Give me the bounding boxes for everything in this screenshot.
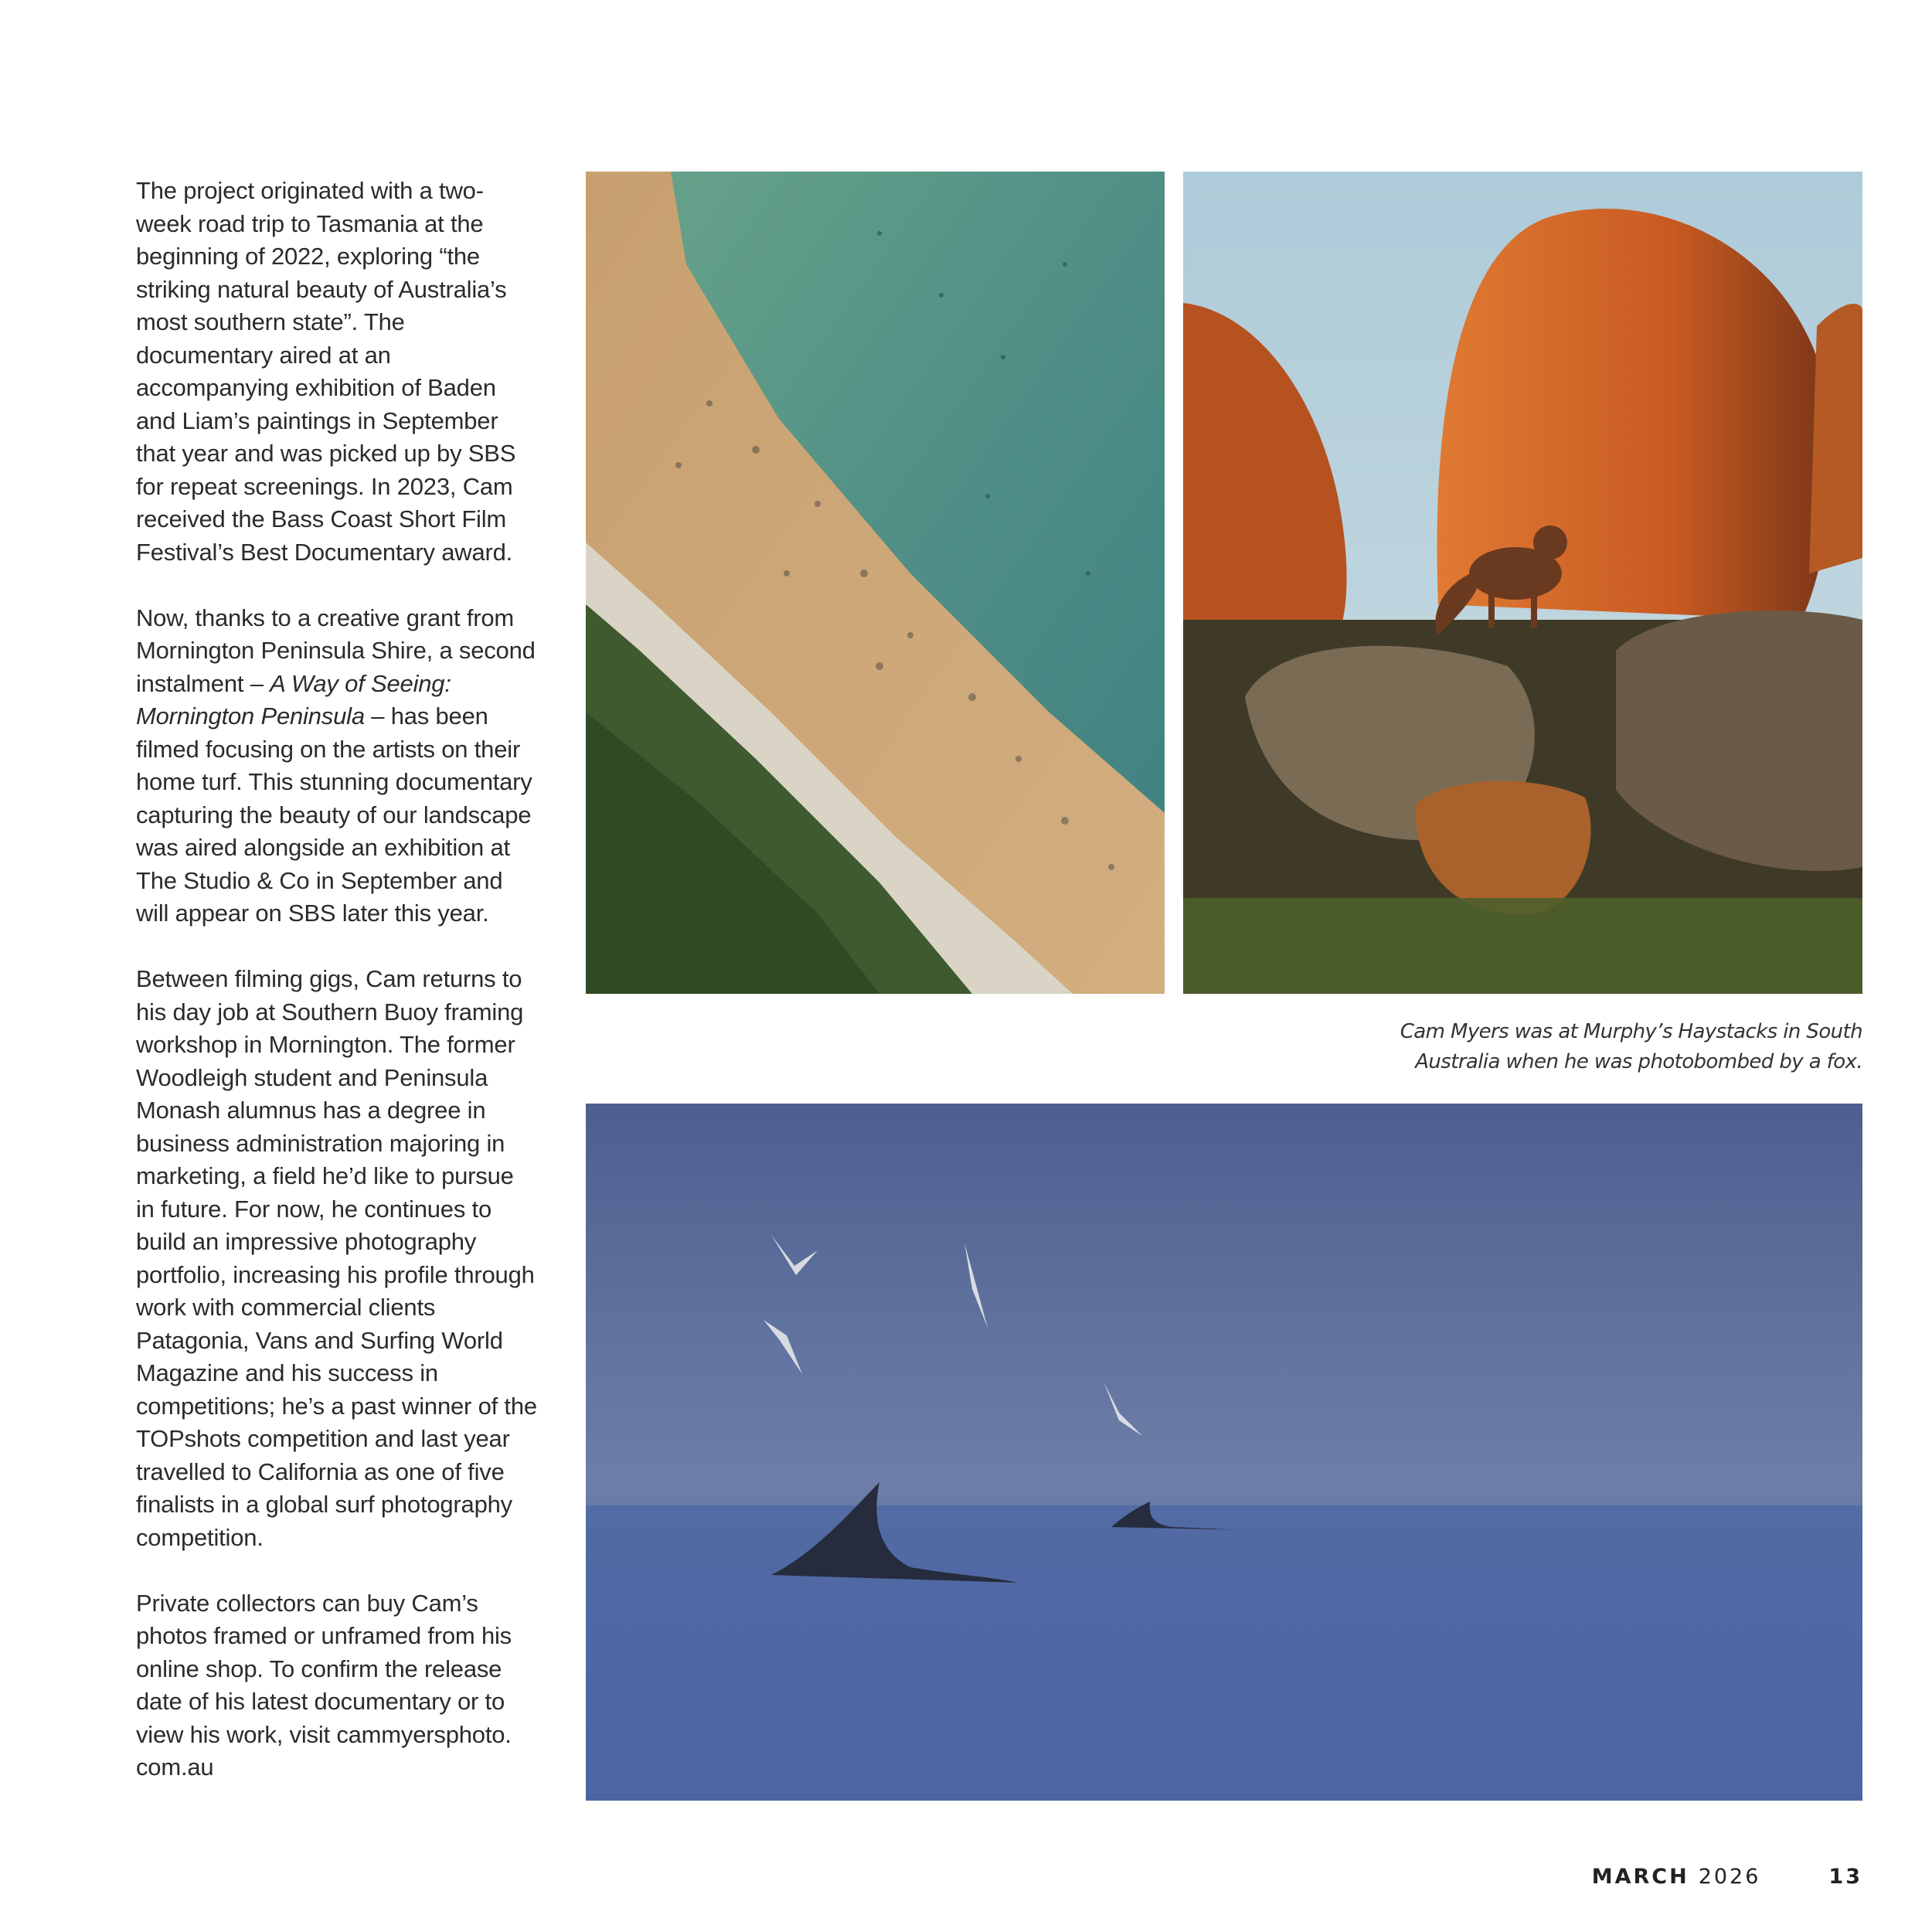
footer-month: MARCH	[1591, 1865, 1689, 1889]
dolphins-seagulls-image	[586, 1104, 1862, 1801]
paragraph-career: Between filming gigs, Cam returns to his day job at Southern Buoy framing workshop in Mornington. The former Woodleigh student and Peninsula Monash alumnus has a degree in business administration majoring in marketing, a field he’d like to pursue in future. For now, he continues to build an impressive photography portfolio, increasing his profile through work with commercial clients Patagonia, Vans and Surfing World Magazine and his success in competitions; he’s a past winner of the TOPshots competition and last year travelled to California as one of five finalists in a global surf photography competition.	[136, 965, 537, 1551]
paragraph-mornington-intro: Now, thanks to a creative grant from Mornington Peninsula Shire, a second instalment –	[136, 604, 536, 697]
caption-line-2: Australia when he was photobombed by a fox.	[1415, 1050, 1862, 1073]
dolphins-seagulls-photo	[586, 1104, 1862, 1801]
fox-haystacks-image	[1183, 172, 1862, 994]
documentary-title: A Way of Seeing: Mornington Peninsula	[136, 669, 451, 730]
caption-line-1: Cam Myers was at Murphy’s Haystacks in South	[1400, 1020, 1862, 1043]
page-footer	[1592, 1865, 1862, 1889]
aerial-beach-photo	[586, 172, 1165, 994]
page-number: 13	[1828, 1865, 1862, 1889]
paragraph-tasmania: The project originated with a two-week road trip to Tasmania at the beginning of 2022, exploring “the striking natural beauty of Australia’s most southern state”. The documentary aired at an accompanying exhibition of Baden and Liam’s paintings in September that year and was picked up by SBS for repeat screenings. In 2023, Cam received the Bass Coast Short Film Festival’s Best Documentary award.	[136, 177, 516, 566]
fox-haystacks-photo	[1183, 172, 1862, 994]
photo-caption	[1321, 1017, 1862, 1077]
paragraph-shop: Private collectors can buy Cam’s photos framed or unframed from his online shop. To confirm the release date of his latest documentary or to view his work, visit cammyersphoto. com.au	[136, 1589, 512, 1781]
aerial-beach-image	[586, 172, 1165, 994]
article-text-column	[136, 175, 538, 1817]
footer-year: 2026	[1698, 1865, 1761, 1889]
paragraph-mornington	[136, 602, 538, 930]
paragraph-mornington-rest: – has been filmed focusing on the artists on their home turf. This stunning documentary capturing the beauty of our landscape was aired alongside an exhibition at The Studio & Co in September and will appear on SBS later this year.	[136, 702, 532, 927]
